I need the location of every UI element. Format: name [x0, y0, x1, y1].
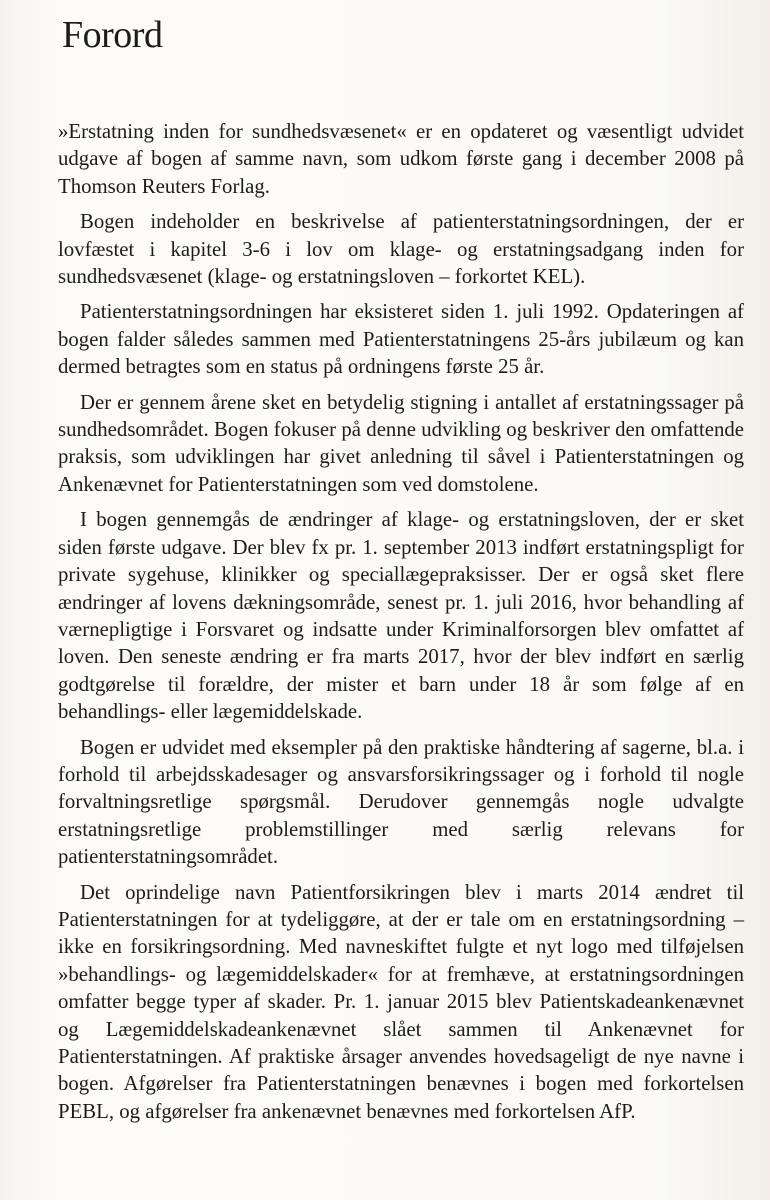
paragraph-5: I bogen gennemgås de ændringer af klage- og erstatningsloven, der er sket siden første udgave. Der blev fx pr. 1. september 2013 indført erstatningspligt for private sygehuse, klinikker og speciallægepraksisser. Der er også sket flere ændringer af lovens dækningsområde, senest pr. 1. juli 2016, hvor behandling af værnepligtige i Forsvaret og indsatte under Kriminalforsorgen blev omfattet af loven. Den seneste ændring er fra marts 2017, hvor der blev indført en særlig godtgørelse til forældre, der mister et barn under 18 år som følge af en behandlings- eller lægemiddelskade. — [58, 508, 744, 724]
page-title: Forord — [62, 14, 163, 56]
paragraph-1: »Erstatning inden for sundhedsvæsenet« er en opdateret og væsentligt udvidet udgave af bogen af samme navn, som udkom første gang i december 2008 på Thomson Reuters Forlag. — [58, 120, 744, 198]
paragraph-7: Det oprindelige navn Patientforsikringen blev i marts 2014 ændret til Patienterstatningen for at tydeliggøre, at der er tale om en erstatningsordning – ikke en forsikringsordning. Med navneskiftet fulgte et nyt logo med tilføjelsen »behandlings- og lægemiddelskader« for at fremhæve, at erstatningsordningen omfatter begge typer af skader. Pr. 1. januar 2015 blev Patientskadeankenævnet og Lægemiddelskadeankenævnet slået sammen til Ankenævnet for Patienterstatningen. Af praktiske årsager anvendes hovedsageligt de nye navne i bogen. Afgørelser fra Patienterstatningen benævnes i bogen med forkortelsen PEBL, og afgørelser fra ankenævnet benævnes med forkortelsen AfP. — [58, 880, 744, 1123]
paragraph-3: Patienterstatningsordningen har eksisteret siden 1. juli 1992. Opdateringen af bogen falder således sammen med Patienterstatningens 25-års jubilæum og kan dermed betragtes som en status på ordningens første 25 år. — [58, 300, 744, 379]
paragraph-6: Bogen er udvidet med eksempler på den praktiske håndtering af sagerne, bl.a. i forhold til arbejdsskadesager og ansvarsforsikringssager og i forhold til nogle forvaltningsretlige spørgsmål. Derudover gennemgås nogle udvalgte erstatningsretlige problemstillinger med særlig relevans for patienterstatningsområdet. — [58, 735, 744, 869]
paragraph-2: Bogen indeholder en beskrivelse af patienterstatningsordningen, der er lovfæstet i kapitel 3-6 i lov om klage- og erstatningsadgang inden for sundhedsvæsenet (klage- og erstatningsloven – forkortet KEL). — [58, 210, 744, 289]
paragraph-4: Der er gennem årene sket en betydelig stigning i antallet af erstatningssager på sundhedsområdet. Bogen fokuser på denne udvikling og beskriver den omfattende praksis, som udviklingen har givet anledning til såvel i Patienterstatningen og Ankenævnet for Patienterstatningen som ved domstolene. — [58, 390, 744, 496]
preface-body — [58, 118, 744, 1133]
